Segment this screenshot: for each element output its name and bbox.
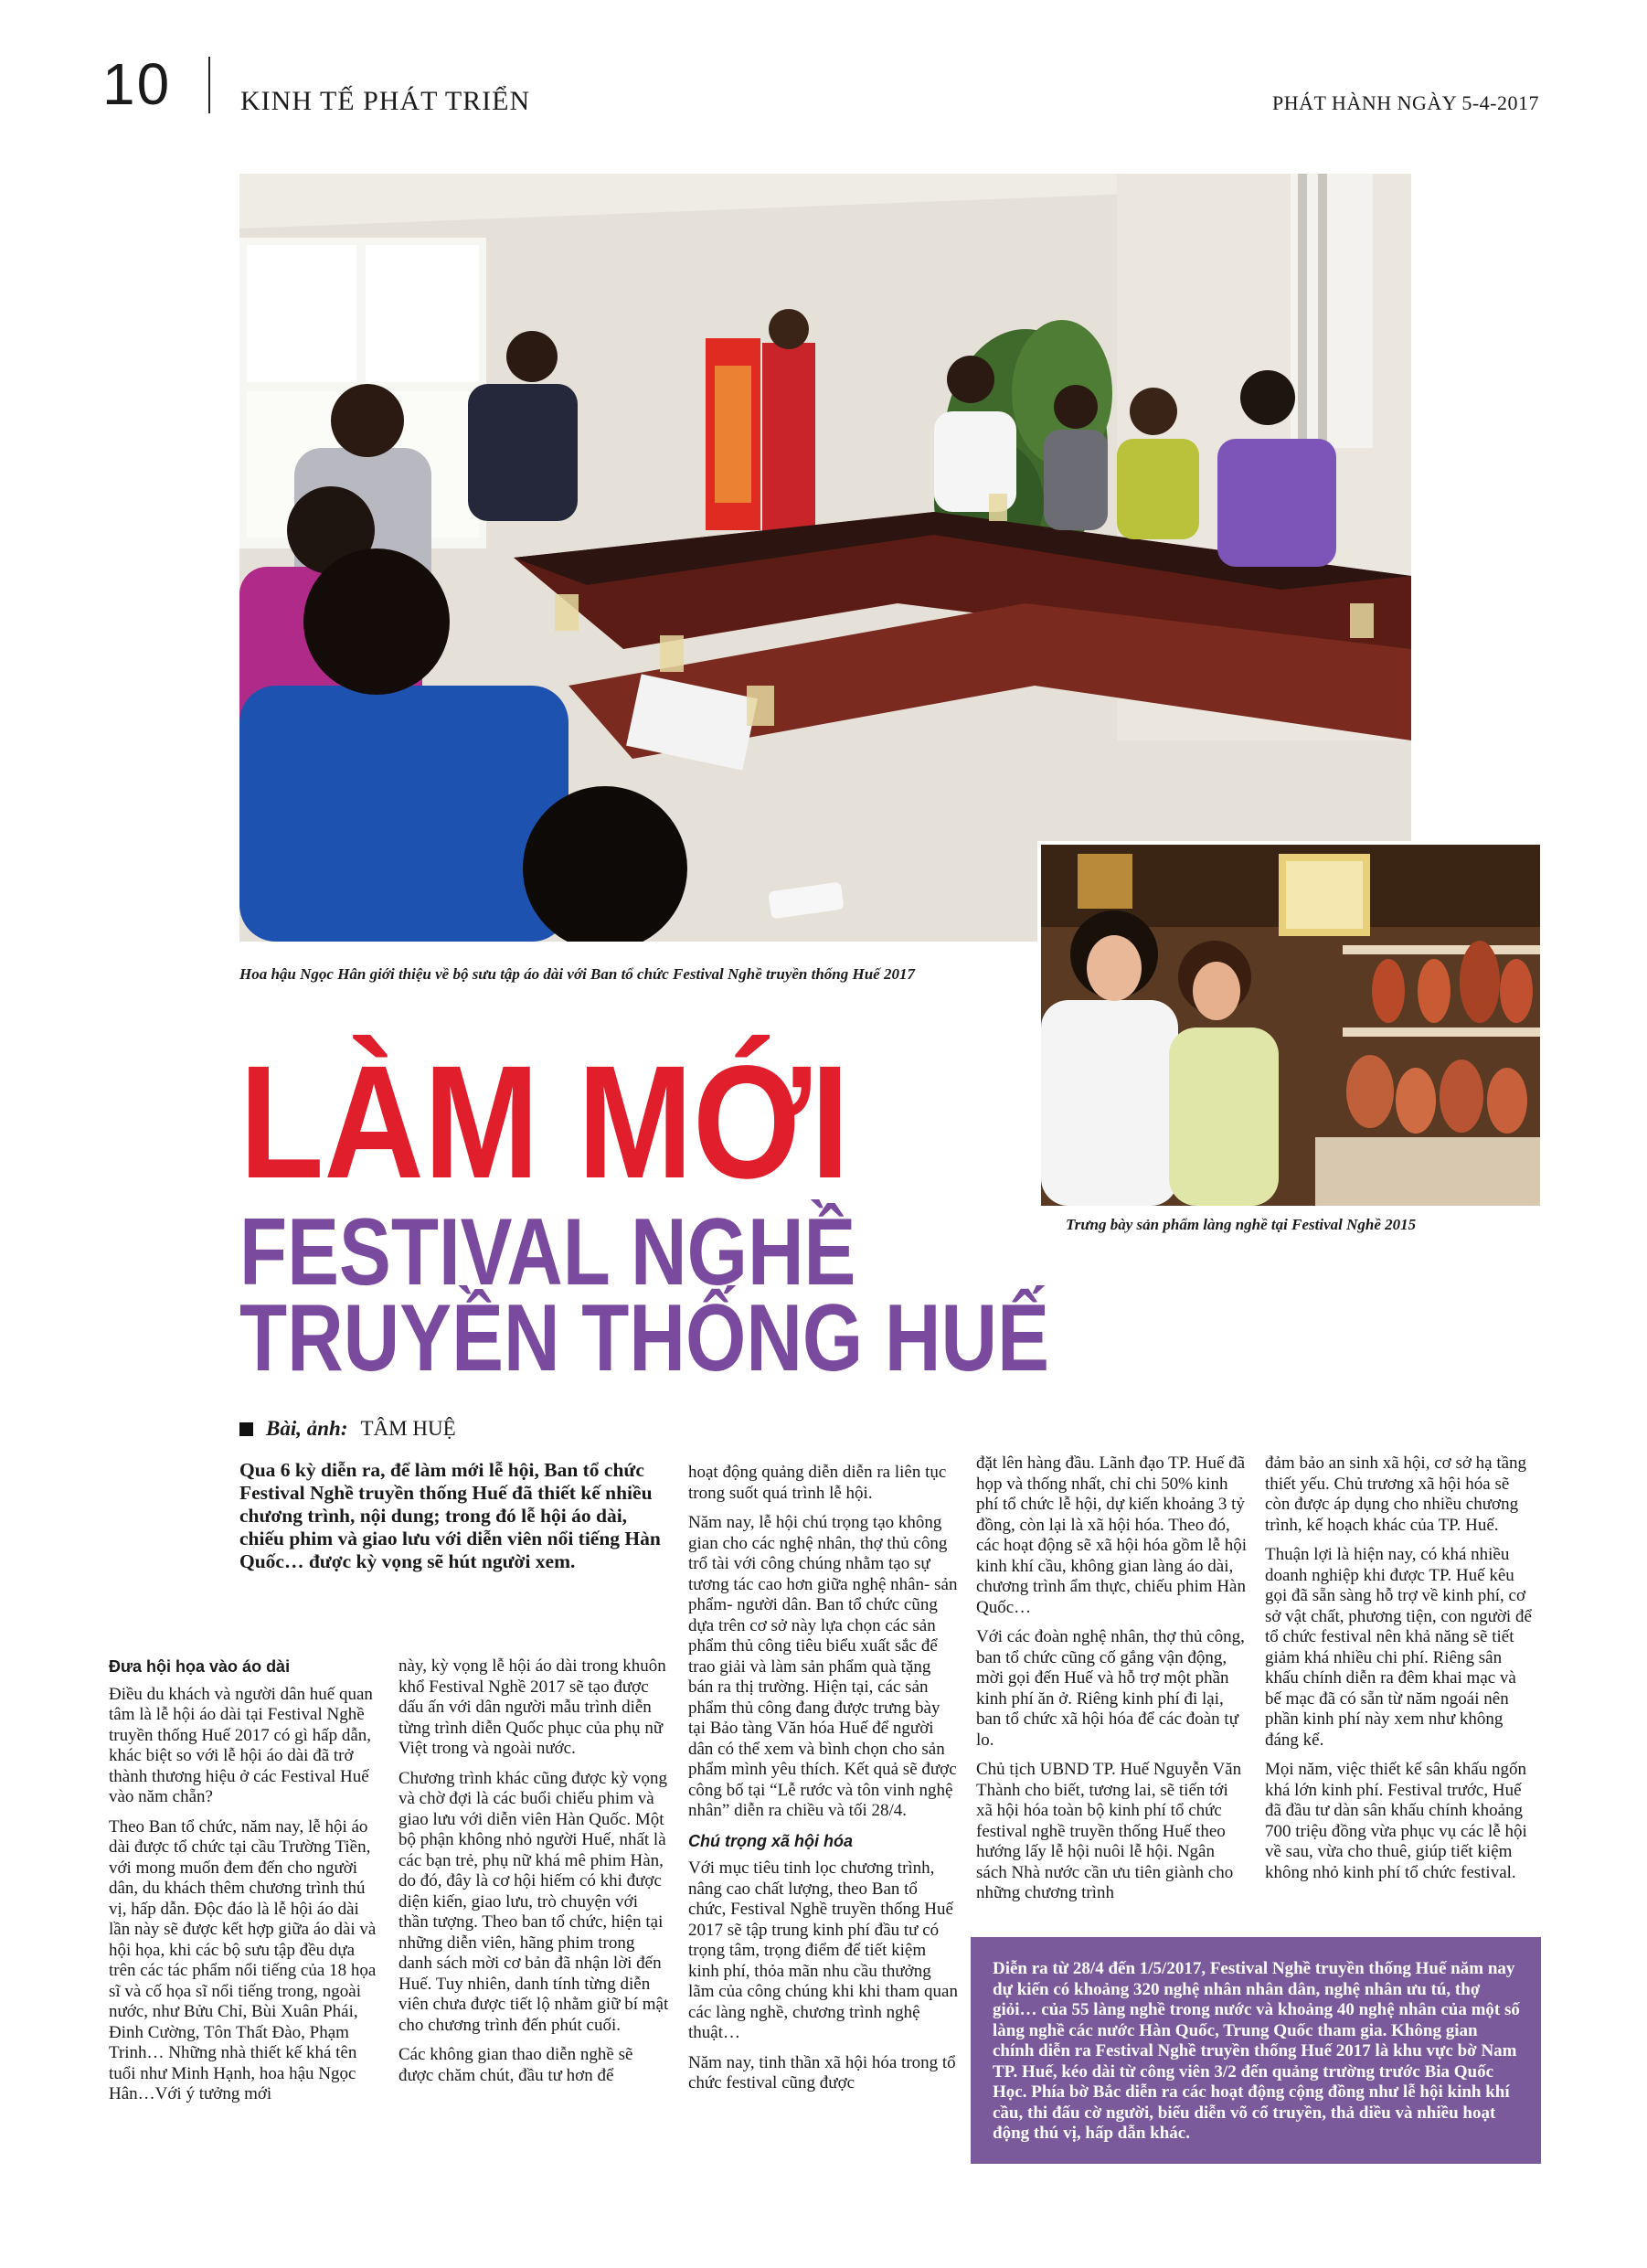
paragraph: Theo Ban tổ chức, năm nay, lễ hội áo dài được tổ chức tại cầu Trường Tiền, với mong muốn đem đến cho người dân, du khách thêm chương trình thú vị, hấp dẫn. Độc đáo là lễ hội áo dài lần này sẽ được kết hợp giữa áo dài và hội họa, khi các bộ sưu tập đều dựa trên các tác phẩm nổi tiếng của 18 họa sĩ và cố họa sĩ nổi tiếng trong, ngoài nước, như Bửu Chỉ, Bùi Xuân Phái, Đinh Cường, Tôn Thất Đào, Phạm Trinh… Những nhà thiết kế khá tên tuổi như Minh Hạnh, hoa hậu Ngọc Hân…Với ý tưởng mới	[109, 1816, 377, 2103]
headline-line-2: FESTIVAL NGHỀ	[239, 1199, 856, 1305]
lead-paragraph: Qua 6 kỳ diễn ra, để làm mới lễ hội, Ban tổ chức Festival Nghề truyền thống Huế đã thiết kế nhiều chương trình, nội dung; trong đó lễ hội áo dài, chiếu phim và giao lưu với diễn viên nổi tiếng Hàn Quốc… được kỳ vọng sẽ hút người xem.	[239, 1459, 661, 1572]
paragraph: Thuận lợi là hiện nay, có khá nhiều doanh nghiệp khi được TP. Huế kêu gọi đã sẵn sàng hỗ trợ về kinh phí, cơ sở vật chất, phương tiện, con người để tổ chức festival nên khả năng sẽ tiết giảm khá nhiều chi phí. Riêng sân khấu chính diễn ra đêm khai mạc và bế mạc đã có sẵn từ năm ngoái nên phần kinh phí này xem như không đáng kể.	[1265, 1545, 1532, 1750]
headline-line-1: LÀM MỚI	[239, 1033, 850, 1212]
subhead-xa-hoi-hoa: Chú trọng xã hội hóa	[688, 1831, 853, 1850]
article-column-4	[976, 1453, 1247, 1913]
paragraph: Mọi năm, việc thiết kế sân khấu ngốn khá lớn kinh phí. Festival trước, Huế đã đầu tư dàn sân khấu chính khoảng 700 triệu đồng vừa phục vụ các lễ hội về sau, vừa cho thuê, giúp tiết kiệm không nhỏ kinh phí tổ chức festival.	[1265, 1760, 1527, 1882]
info-box	[971, 1937, 1541, 2164]
second-photo-caption: Trưng bày sản phẩm làng nghề tại Festival Nghề 2015	[1066, 1216, 1417, 1233]
paragraph: Năm nay, tinh thần xã hội hóa trong tổ chức festival cũng được	[688, 2052, 956, 2092]
paragraph: đảm bảo an sinh xã hội, cơ sở hạ tầng thiết yếu. Chủ trương xã hội hóa sẽ còn được áp dụng cho nhiều chương trình, kế hoạch khác của TP. Huế.	[1265, 1453, 1527, 1535]
byline-label: Bài, ảnh:	[266, 1417, 348, 1440]
byline-bullet	[239, 1422, 253, 1436]
paragraph: Chủ tịch UBND TP. Huế Nguyễn Văn Thành cho biết, tương lai, sẽ tiến tới xã hội hóa toàn bộ kinh phí tổ chức festival nghề truyền thống Huế theo hướng lấy lễ hội nuôi lễ hội. Ngân sách Nhà nước cần ưu tiên giành cho những chương trình	[976, 1760, 1242, 1902]
paragraph: Chương trình khác cũng được kỳ vọng và chờ đợi là các buổi chiếu phim và giao lưu với diễn viên Hàn Quốc. Một bộ phận không nhỏ người Huế, nhất là các bạn trẻ, phụ nữ khá mê phim Hàn, do đó, đây là cơ hội hiếm có khi được diện kiến, giao lưu, trò chuyện với thần tượng. Theo ban tổ chức, hiện tại những diễn viên, hãng phim trong danh sách mời cơ bản đã nhận lời đến Huế. Tuy nhiên, danh tính từng diễn viên chưa được tiết lộ nhằm giữ bí mật cho chương trình đến phút cuối.	[398, 1768, 669, 2035]
paragraph: Với các đoàn nghệ nhân, thợ thủ công, ban tổ chức cũng cố gắng vận động, mời gọi đến Huế và hỗ trợ một phần kinh phí ăn ở. Riêng kinh phí đi lại, ban tổ chức xã hội hóa để các đoàn tự lo.	[976, 1627, 1245, 1750]
article-column-3	[688, 1463, 959, 2103]
main-photo-caption: Hoa hậu Ngọc Hân giới thiệu về bộ sưu tập áo dài với Ban tổ chức Festival Nghề truyền thống Huế 2017	[239, 965, 915, 983]
subhead-ao-dai: Đưa hội họa vào áo dài	[109, 1657, 291, 1676]
paragraph: Điều du khách và người dân huế quan tâm là lễ hội áo dài tại Festival Nghề truyền thống Huế 2017 có gì hấp dẫn, khác biệt so với lễ hội áo dài đã trở thành thương hiệu ở các Festival Huế vào năm chẵn?	[109, 1684, 373, 1806]
article-column-5	[1265, 1453, 1535, 1892]
info-box-text: Diễn ra từ 28/4 đến 1/5/2017, Festival Nghề truyền thống Huế năm nay dự kiến có khoảng 320 nghệ nhân nhân dân, nghệ nhân ưu tú, thợ giỏi… của 55 làng nghề trong nước và khoảng 40 nghệ nhân của một số làng nghề các nước Hàn Quốc, Trung Quốc tham gia. Không gian chính diễn ra Festival Nghề truyền thống Huế 2017 là khu vực bờ Nam TP. Huế, kéo dài từ công viên 3/2 đến quảng trường trước Bia Quốc Học. Phía bờ Bắc diễn ra các hoạt động cộng đồng như lễ hội kinh khí cầu, thi đấu cờ người, biểu diễn võ cổ truyền, thả diều và nhiều hoạt động thú vị, hấp dẫn khác.	[993, 1959, 1520, 2143]
byline-author: TÂM HUỆ	[360, 1417, 456, 1440]
paragraph: Các không gian thao diễn nghề sẽ được chăm chút, đầu tư hơn để	[398, 2045, 633, 2085]
article-column-2	[398, 1656, 669, 2095]
paragraph: Năm nay, lễ hội chú trọng tạo không gian cho các nghệ nhân, thợ thủ công trổ tài với công chúng nhằm tạo sự tương tác cao hơn giữa nghệ nhân- sản phẩm- người dân. Ban tổ chức cũng dựa trên cơ sở này lựa chọn các sản phẩm thủ công tiêu biểu xuất sắc để trao giải và làm sản phẩm quà tặng bán ra thị trường. Hiện tại, các sản phẩm thủ công đang được trưng bày tại Bảo tàng Văn hóa Huế để người dân có thể xem và bình chọn cho sản phẩm mình yêu thích. Kết quả sẽ được công bố tại “Lễ rước và tôn vinh nghệ nhân” diễn ra chiều và tối 28/4.	[688, 1513, 958, 1820]
paragraph: đặt lên hàng đầu. Lãnh đạo TP. Huế đã họp và thống nhất, chỉ chi 50% kinh phí tổ chức lễ hội, dự kiến khoảng 3 tỷ đồng, còn lại là xã hội hóa. Theo đó, các hoạt động sẽ xã hội hóa gồm lễ hội kinh khí cầu, không gian làng áo dài, chương trình ẩm thực, chiếu phim Hàn Quốc…	[976, 1453, 1248, 1617]
article-column-1	[109, 1656, 379, 2114]
paragraph: Với mục tiêu tinh lọc chương trình, nâng cao chất lượng, theo Ban tổ chức, Festival Nghề truyền thống Huế 2017 sẽ tập trung kinh phí đầu tư có trọng tâm, trọng điểm để tiết kiệm kinh phí, thỏa mãn nhu cầu thưởng lãm của công chúng khi khi tham quan các làng nghề, chương trình nghệ thuật…	[688, 1858, 958, 2042]
section-title: KINH TẾ PHÁT TRIỂN	[240, 86, 531, 116]
issue-date: PHÁT HÀNH NGÀY 5-4-2017	[1272, 91, 1539, 114]
headline-line-3: TRUYỀN THỐNG HUẾ	[239, 1285, 1049, 1391]
second-photo	[1037, 841, 1544, 1209]
page-number: 10	[102, 51, 172, 117]
header-divider	[208, 57, 210, 113]
byline	[239, 1417, 456, 1441]
paragraph: này, kỳ vọng lễ hội áo dài trong khuôn khổ Festival Nghề 2017 sẽ tạo được dấu ấn với dân người mẫu trình diễn từng trình diễn Quốc phục của phụ nữ Việt trong và ngoài nước.	[398, 1656, 666, 1758]
paragraph: hoạt động quảng diễn diễn ra liên tục trong suốt quá trình lễ hội.	[688, 1463, 947, 1503]
main-photo	[239, 174, 1411, 942]
